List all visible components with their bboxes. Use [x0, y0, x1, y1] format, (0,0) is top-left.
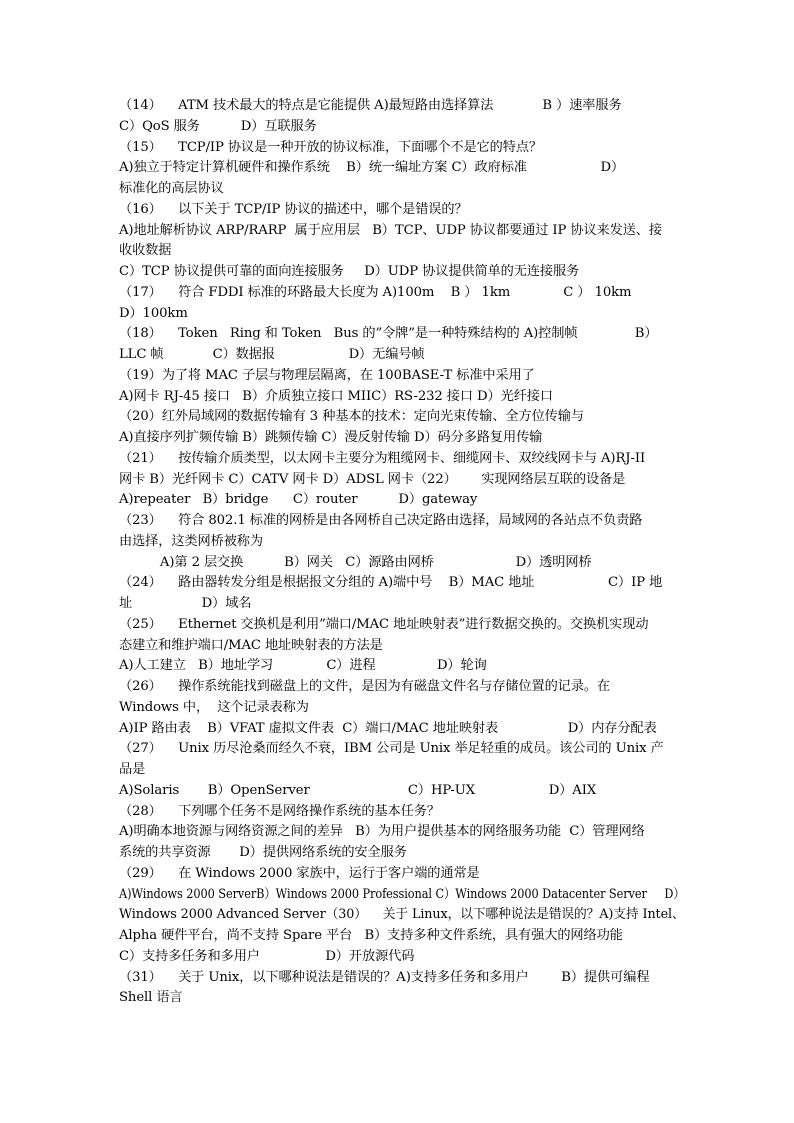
text-line: 由选择，这类网桥被称为 — [119, 533, 263, 549]
text-line: Shell 语言 — [119, 990, 183, 1006]
text-line: A)Solaris B）OpenServer C）HP-UX D）AIX — [119, 782, 597, 798]
text-line: （16） 以下关于 TCP/IP 协议的描述中，哪个是错误的？ — [119, 201, 468, 217]
document-body — [119, 96, 685, 1009]
text-line: D）100km — [119, 305, 188, 321]
text-line: （25） Ethernet 交换机是利用”端口/MAC 地址映射表”进行数据交换的。交换机实现动 — [119, 616, 649, 632]
text-line: A)第 2 层交换 B）网关 C）源路由网桥 D）透明网桥 — [119, 554, 592, 570]
text-line: （28） 下列哪个任务不是网络操作系统的基本任务？ — [119, 803, 440, 819]
text-line: 标准化的高层协议 — [119, 181, 224, 196]
text-line: Windows 中， 这个记录表称为 — [119, 699, 309, 715]
text-line: （21） 按传输介质类型，以太网卡主要分为粗缆网卡、细缆网卡、双绞线网卡与 A)RJ-II — [119, 450, 646, 466]
text-line: C）TCP 协议提供可靠的面向连接服务 D）UDP 协议提供简单的无连接服务 — [119, 264, 580, 279]
text-line: 品是 — [119, 762, 146, 777]
text-line: 收收数据 — [119, 243, 172, 259]
text-line: C）支持多任务和多用户 D）开放源代码 — [119, 948, 415, 964]
text-line: Alpha 硬件平台，尚不支持 Spare 平台 B）支持多种文件系统，具有强大的网络功能 — [119, 928, 623, 943]
text-line: C）QoS 服务 D）互联服务 — [119, 118, 317, 134]
text-line: （15） TCP/IP 协议是一种开放的协议标准，下面哪个不是它的特点？ — [119, 139, 542, 155]
text-line: （26） 操作系统能找到磁盘上的文件，是因为有磁盘文件名与存储位置的记录。在 — [119, 679, 611, 694]
text-line: （27） Unix 历尽沧桑而经久不衰，IBM 公司是 Unix 举足轻重的成员。该公司的 Unix 产 — [119, 741, 664, 757]
text-line: （18） Token Ring 和 Token Bus 的”令牌”是一种特殊结构的 A)控制帧 B） — [119, 326, 658, 342]
text-line: A)repeater B）bridge C）router D）gateway — [119, 492, 478, 508]
text-line: （24） 路由器转发分组是根据报文分组的 A)端中号 B）MAC 地址 C）IP 地 — [119, 575, 663, 591]
text-line: LLC 帧 C）数据报 D）无编号帧 — [119, 347, 425, 362]
text-line: 网卡 B）光纤网卡 C）CATV 网卡 D）ADSL 网卡（22） 实现网络层互联的设备是 — [119, 471, 626, 487]
text-line: A)Windows 2000 ServerB）Windows 2000 Professional C）Windows 2000 Datacenter Server D） — [119, 886, 685, 902]
text-line: 址 D）域名 — [119, 596, 252, 611]
text-line: A)独立于特定计算机硬件和操作系统 B）统一编址方案 C）政府标准 D） — [119, 160, 625, 176]
text-line: A)明确本地资源与网络资源之间的差异 B）为用户提供基本的网络服务功能 C）管理网络 — [119, 824, 645, 840]
text-line: 态建立和维护端口/MAC 地址映射表的方法是 — [119, 637, 383, 653]
text-line: A)IP 路由表 B）VFAT 虚拟文件表 C）端口/MAC 地址映射表 D）内存分配表 — [119, 720, 657, 736]
text-line: 系统的共享资源 D）提供网络系统的安全服务 — [119, 845, 407, 860]
text-line: （19）为了将 MAC 子层与物理层隔离，在 100BASE-T 标准中采用了 — [119, 367, 535, 383]
text-line: A)直接序列扩频传输 B）跳频传输 C）漫反射传输 D）码分多路复用传输 — [119, 430, 543, 445]
text-line: A)网卡 RJ-45 接口 B）介质独立接口 MIIC）RS-232 接口 D）光纤接口 — [119, 388, 553, 404]
text-line: A)地址解析协议 ARP/RARP 属于应用层 B）TCP、UDP 协议都要通过 IP 协议来发送、接 — [119, 222, 662, 238]
text-line: （17） 符合 FDDI 标准的环路最大长度为 A)100m B ） 1km C ） 10km — [119, 284, 632, 300]
text-line: （23） 符合 802.1 标准的网桥是由各网桥自己决定路由选择，局域网的各站点不负责路 — [119, 513, 643, 528]
text-line: A)人工建立 B）地址学习 C）进程 D）轮询 — [119, 658, 487, 674]
text-line: （14） ATM 技术最大的特点是它能提供 A)最短路由选择算法 B ）速率服务 — [119, 98, 622, 113]
text-line: （31） 关于 Unix，以下哪种说法是错误的？A)支持多任务和多用户 B）提供可编程 — [119, 969, 650, 985]
text-line: （29） 在 Windows 2000 家族中，运行于客户端的通常是 — [119, 865, 480, 881]
text-line: Windows 2000 Advanced Server（30） 关于 Linux，以下哪种说法是错误的？A)支持 Intel、 — [119, 907, 685, 923]
text-line: （20）红外局域网的数据传输有 3 种基本的技术：定向光束传输、全方位传输与 — [119, 409, 584, 425]
